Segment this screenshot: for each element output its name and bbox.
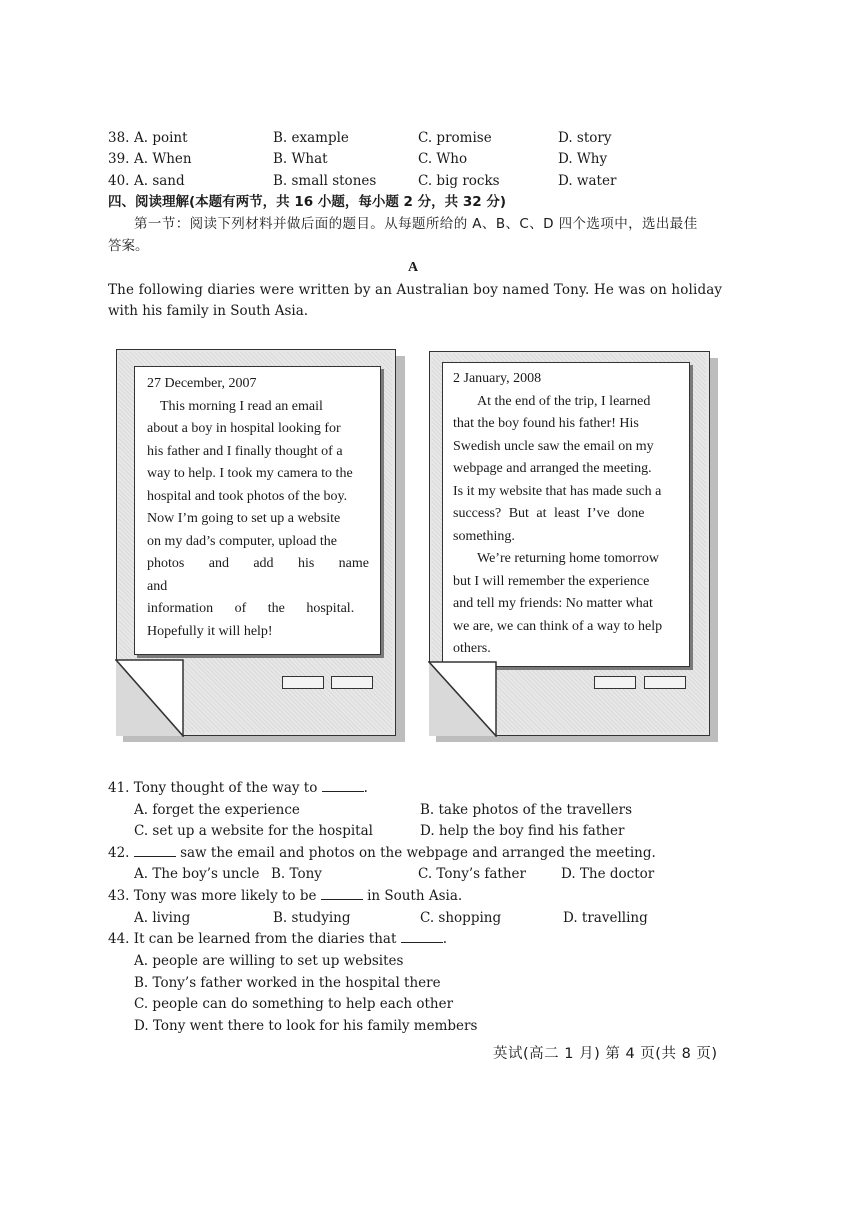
diary-1-line-7: on my dad’s computer, upload the — [147, 533, 337, 549]
q41-option-b: B. take photos of the travellers — [420, 802, 633, 818]
q44-option-c: C. people can do something to help each other — [134, 996, 454, 1012]
q44-option-a: A. people are willing to set up websites — [134, 953, 404, 969]
q42-answer-blank[interactable] — [134, 844, 176, 857]
q39-option-d: D. Why — [558, 151, 608, 167]
q40-option-b: B. small stones — [273, 173, 377, 189]
diary-2-line-10: and tell my friends: No matter what — [453, 596, 653, 611]
diary-2-line-2: that the boy found his father! His — [453, 416, 639, 431]
q42-option-c: C. Tony’s father — [418, 866, 526, 882]
q41-stem — [108, 779, 368, 797]
device-1-folded-corner — [115, 659, 185, 737]
q38-option-c: C. promise — [418, 130, 492, 146]
q38-option-d: D. story — [558, 130, 612, 146]
diary-2-line-7: something. — [453, 528, 515, 544]
diary-2-line-3: Swedish uncle saw the email on my — [453, 438, 654, 454]
q39-option-b: B. What — [273, 151, 328, 167]
diary-1-text — [147, 373, 369, 643]
diary-2-line-1: At the end of the trip, I learned — [477, 393, 651, 409]
q43-answer-blank[interactable] — [321, 887, 363, 900]
q41-option-a: A. forget the experience — [134, 802, 300, 818]
q43-stem — [108, 887, 462, 905]
q41-answer-blank[interactable] — [322, 779, 364, 792]
q40-option-c: C. big rocks — [418, 173, 500, 189]
diary-1-line-2: about a boy in hospital looking for — [147, 421, 341, 436]
diary-1-line-6: Now I’m going to set up a website — [147, 511, 341, 526]
q40-option-d: D. water — [558, 173, 617, 189]
q44-stem — [108, 930, 447, 948]
diary-1-line-1: This morning I read an email — [160, 398, 323, 414]
diary-1-line-8: photos and add his name and — [147, 556, 369, 594]
q44-stem-text: 44. It can be learned from the diaries that — [108, 931, 397, 947]
diary-1-line-9: information of the hospital. — [147, 601, 355, 616]
q42-option-a: A. The boy’s uncle — [134, 866, 260, 882]
diary-1-line-10: Hopefully it will help! — [147, 623, 273, 639]
instruction-line-2: 答案。 — [108, 238, 149, 254]
diary-2-line-6: success? But at least I’ve done — [453, 506, 645, 521]
diary-2-line-4: webpage and arranged the meeting. — [453, 461, 652, 476]
diary-2-paper — [442, 362, 690, 667]
q40-option-a: A. sand — [134, 173, 185, 189]
diary-1-line-5: hospital and took photos of the boy. — [147, 488, 348, 504]
intro-line-2: with his family in South Asia. — [108, 303, 309, 319]
q42-option-d: D. The doctor — [561, 866, 655, 882]
q43-option-c: C. shopping — [420, 910, 502, 926]
device-1-button-right — [331, 676, 373, 689]
q43-stem-text: 43. Tony was more likely to be — [108, 888, 317, 904]
device-2-button-right — [644, 676, 686, 689]
q44-answer-blank[interactable] — [401, 930, 443, 943]
diary-2-line-5: Is it my website that has made such a — [453, 483, 662, 499]
diary-2-line-11: we are, we can think of a way to help — [453, 618, 663, 634]
q39-number: 39. — [108, 151, 130, 167]
q42-stem — [108, 844, 656, 862]
q43-option-d: D. travelling — [563, 910, 648, 926]
q43-option-a: A. living — [134, 910, 191, 926]
q39-option-a: A. When — [134, 151, 192, 167]
diary-1-line-3: his father and I finally thought of a — [147, 443, 343, 459]
q41-stem-text: 41. Tony thought of the way to — [108, 780, 318, 796]
q42-stem-text: saw the email and photos on the webpage and arranged the meeting. — [180, 845, 656, 861]
q44-stem-end: . — [442, 931, 447, 947]
section-heading: 四、阅读理解(本题有两节，共 16 小题，每小题 2 分，共 32 分) — [108, 194, 507, 210]
q41-option-d: D. help the boy find his father — [420, 823, 625, 839]
instruction-line-1: 第一节：阅读下列材料并做后面的题目。从每题所给的 A、B、C、D 四个选项中，选出最佳 — [134, 216, 698, 232]
q38-option-b: B. example — [273, 130, 349, 146]
q44-option-d: D. Tony went there to look for his family members — [134, 1018, 478, 1034]
diary-2-date: 2 January, 2008 — [453, 371, 542, 386]
q43-stem-end: in South Asia. — [367, 888, 463, 904]
passage-label: A — [408, 260, 419, 275]
diary-1-line-4: way to help. I took my camera to the — [147, 466, 353, 481]
q42-option-b: B. Tony — [271, 866, 322, 882]
diary-2-line-9: but I will remember the experience — [453, 573, 650, 589]
diary-2-line-8: We’re returning home tomorrow — [477, 551, 659, 566]
q39-option-c: C. Who — [418, 151, 468, 167]
q38-option-a: A. point — [134, 130, 188, 146]
q42-number: 42. — [108, 845, 130, 861]
intro-line-1: The following diaries were written by an Australian boy named Tony. He was on holiday — [108, 282, 723, 298]
device-1-button-left — [282, 676, 324, 689]
q41-stem-end: . — [363, 780, 368, 796]
diary-1-date: 27 December, 2007 — [147, 376, 257, 391]
q41-option-c: C. set up a website for the hospital — [134, 823, 373, 839]
q44-option-b: B. Tony’s father worked in the hospital there — [134, 975, 441, 991]
device-2-button-left — [594, 676, 636, 689]
diary-1-paper — [134, 366, 381, 655]
page-footer: 英试(高二 1 月) 第 4 页(共 8 页) — [493, 1046, 718, 1062]
q40-number: 40. — [108, 173, 130, 189]
q43-option-b: B. studying — [273, 910, 351, 926]
diary-2-line-12: others. — [453, 641, 491, 656]
q38-number: 38. — [108, 130, 130, 146]
device-2-folded-corner — [428, 661, 498, 737]
diary-2-text — [453, 368, 679, 661]
